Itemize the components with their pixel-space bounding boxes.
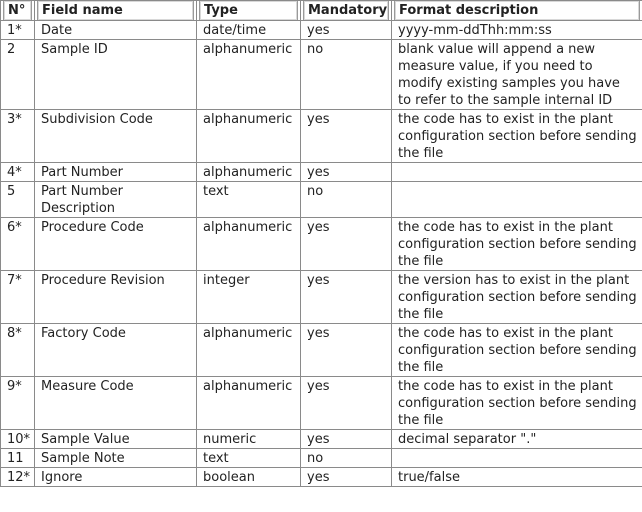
header-format-description: Format description	[392, 1, 642, 21]
cell-type: text	[197, 182, 301, 218]
cell-type: alphanumeric	[197, 163, 301, 182]
cell-type: alphanumeric	[197, 218, 301, 271]
cell-field-name: Part Number	[35, 163, 197, 182]
cell-field-name: Ignore	[35, 468, 197, 487]
cell-mandatory: yes	[301, 271, 392, 324]
cell-field-name: Date	[35, 21, 197, 40]
cell-field-name: Sample Value	[35, 430, 197, 449]
cell-number: 9*	[1, 377, 35, 430]
table-row	[1, 271, 642, 324]
cell-format-description: the code has to exist in the plant configuration section before sending the file	[392, 218, 642, 271]
cell-mandatory: yes	[301, 430, 392, 449]
cell-type: alphanumeric	[197, 110, 301, 163]
cell-format-description	[392, 449, 642, 468]
cell-field-name: Sample Note	[35, 449, 197, 468]
cell-mandatory: yes	[301, 377, 392, 430]
cell-format-description: true/false	[392, 468, 642, 487]
cell-mandatory: yes	[301, 324, 392, 377]
table-row	[1, 377, 642, 430]
table-row	[1, 40, 642, 110]
cell-number: 1*	[1, 21, 35, 40]
cell-mandatory: no	[301, 182, 392, 218]
table-row	[1, 218, 642, 271]
cell-mandatory: yes	[301, 218, 392, 271]
table-header-row	[1, 1, 642, 21]
cell-mandatory: yes	[301, 468, 392, 487]
cell-field-name: Procedure Code	[35, 218, 197, 271]
header-field-name: Field name	[35, 1, 197, 21]
cell-format-description: blank value will append a new measure value, if you need to modify existing samples you have to refer to the sample internal ID	[392, 40, 642, 110]
cell-type: alphanumeric	[197, 377, 301, 430]
header-number: N°	[1, 1, 35, 21]
table-row	[1, 324, 642, 377]
cell-type: numeric	[197, 430, 301, 449]
cell-format-description: the code has to exist in the plant configuration section before sending the file	[392, 377, 642, 430]
cell-type: integer	[197, 271, 301, 324]
cell-format-description	[392, 182, 642, 218]
cell-format-description: the code has to exist in the plant configuration section before sending the file	[392, 324, 642, 377]
cell-number: 4*	[1, 163, 35, 182]
cell-format-description: yyyy-mm-ddThh:mm:ss	[392, 21, 642, 40]
cell-field-name: Subdivision Code	[35, 110, 197, 163]
cell-number: 11	[1, 449, 35, 468]
cell-field-name: Factory Code	[35, 324, 197, 377]
cell-number: 7*	[1, 271, 35, 324]
cell-number: 8*	[1, 324, 35, 377]
cell-number: 2	[1, 40, 35, 110]
cell-type: text	[197, 449, 301, 468]
cell-type: date/time	[197, 21, 301, 40]
cell-type: boolean	[197, 468, 301, 487]
table-row	[1, 468, 642, 487]
cell-format-description: the version has to exist in the plant configuration section before sending the file	[392, 271, 642, 324]
cell-number: 6*	[1, 218, 35, 271]
cell-number: 3*	[1, 110, 35, 163]
cell-format-description: decimal separator "."	[392, 430, 642, 449]
table-row	[1, 110, 642, 163]
table-row	[1, 21, 642, 40]
cell-mandatory: yes	[301, 110, 392, 163]
cell-mandatory: yes	[301, 21, 392, 40]
cell-format-description	[392, 163, 642, 182]
cell-number: 12*	[1, 468, 35, 487]
cell-field-name: Part Number Description	[35, 182, 197, 218]
cell-field-name: Measure Code	[35, 377, 197, 430]
table-row	[1, 430, 642, 449]
cell-type: alphanumeric	[197, 324, 301, 377]
cell-number: 10*	[1, 430, 35, 449]
cell-type: alphanumeric	[197, 40, 301, 110]
cell-format-description: the code has to exist in the plant configuration section before sending the file	[392, 110, 642, 163]
table-row	[1, 182, 642, 218]
cell-field-name: Sample ID	[35, 40, 197, 110]
cell-number: 5	[1, 182, 35, 218]
table-row	[1, 449, 642, 468]
table-row	[1, 163, 642, 182]
header-mandatory: Mandatory	[301, 1, 392, 21]
header-type: Type	[197, 1, 301, 21]
cell-mandatory: no	[301, 40, 392, 110]
cell-field-name: Procedure Revision	[35, 271, 197, 324]
cell-mandatory: yes	[301, 163, 392, 182]
cell-mandatory: no	[301, 449, 392, 468]
